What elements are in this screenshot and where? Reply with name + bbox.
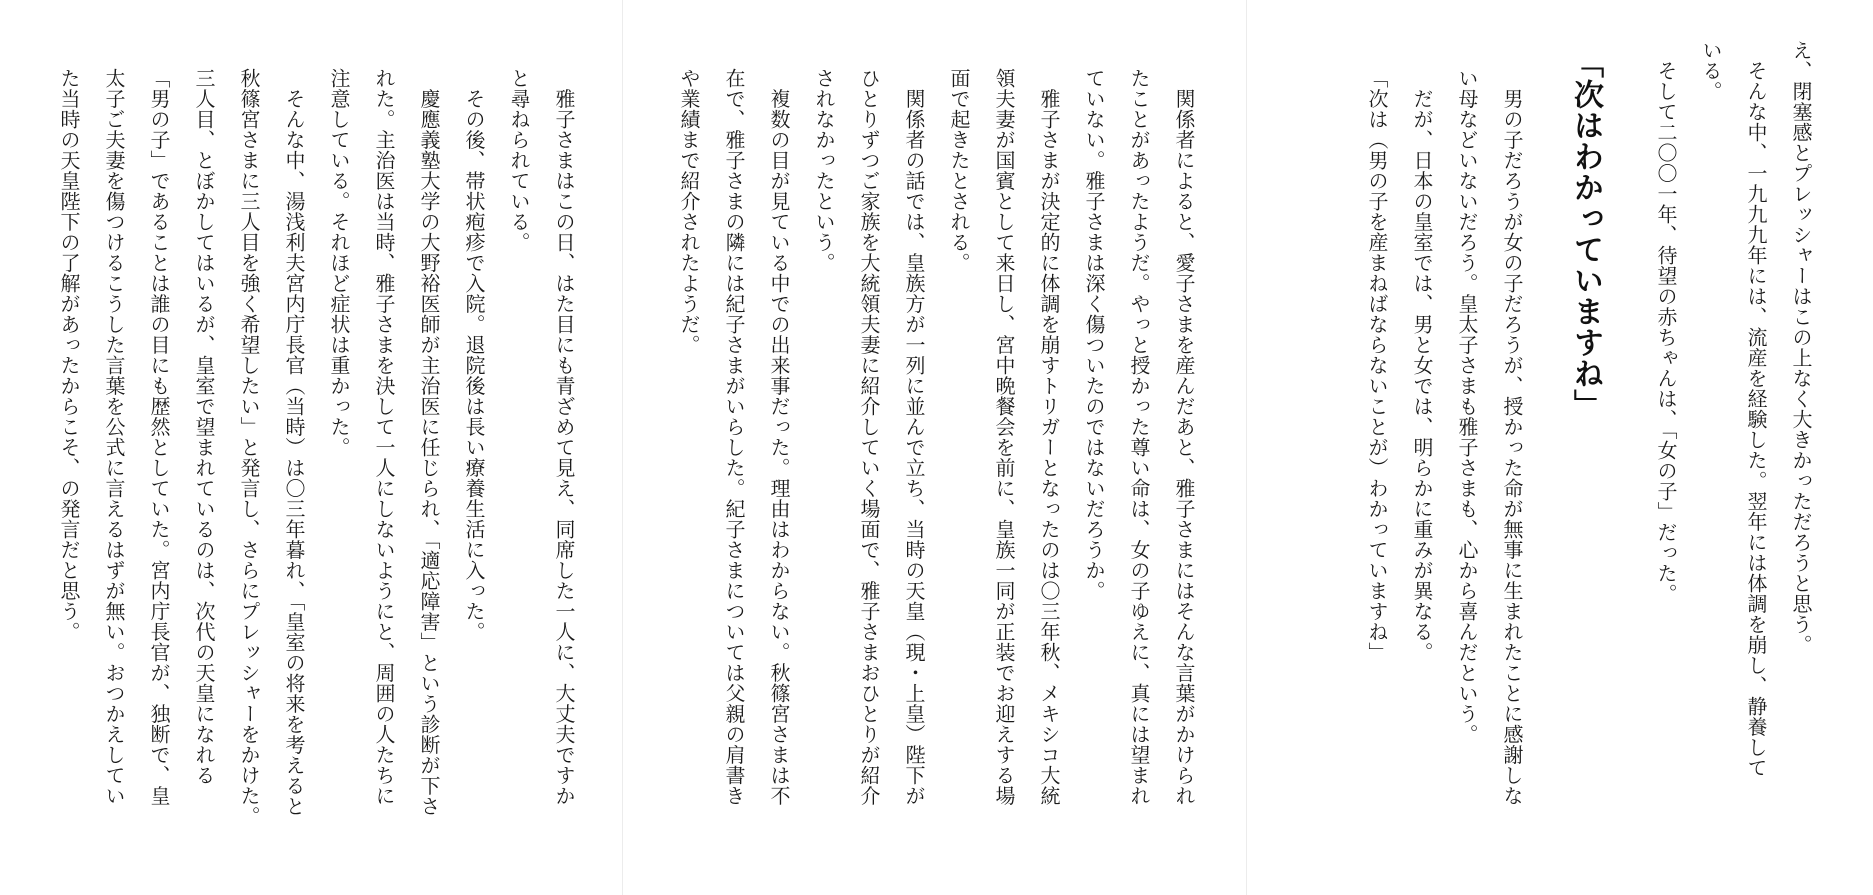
text-line: 三人目、とぼかしてはいるが、皇室で望まれているのは、次代の天皇になれる [192,68,216,786]
text-line: れた。主治医は当時、雅子さまを決して一人にしないようにと、周囲の人たちに [372,68,396,806]
text-line: や業績まで紹介されたようだ。 [677,68,701,355]
text-line: いる。 [1699,40,1723,102]
text-line: たことがあったようだ。やっと授かった尊い命は、女の子ゆえに、真には望まれ [1127,68,1151,806]
text-line: 「次は（男の子を産まねばならないことが）わかっていますね」 [1365,68,1389,663]
section-heading: 「次はわかっていますね」 [1568,48,1603,420]
text-line: た当時の天皇陛下の了解があったからこそ、の発言だと思う。 [57,68,81,642]
text-line: 雅子さまはこの日、はた目にも青ざめて見え、同席した一人に、大丈夫ですか [552,68,576,806]
text-block-left [46,68,586,827]
text-line: そんな中、湯浅利夫宮内庁長官（当時）は〇三年暮れ、「皇室の将来を考えると [282,68,306,817]
text-line: 男の子だろうが女の子だろうが、授かった命が無事に生まれたことに感謝しな [1500,68,1524,806]
text-line: と尋ねられている。 [507,68,531,253]
text-line: え、閉塞感とプレッシャーはこの上なく大きかっただろうと思う。 [1789,40,1813,655]
text-line: そんな中、一九九九年には、流産を経験した。翌年には体調を崩し、静養して [1744,40,1768,778]
page-middle [623,0,1247,895]
text-line: ひとりずつご家族を大統領夫妻に紹介していく場面で、雅子さまおひとりが紹介 [857,68,881,806]
text-line: 在で、雅子さまの隣には紀子さまがいらした。紀子さまについては父親の肩書き [722,68,746,806]
text-line: ていない。雅子さまは深く傷ついたのではないだろうか。 [1082,68,1106,601]
text-line: 注意している。それほど症状は重かった。 [327,68,351,458]
text-line: 太子ご夫妻を傷つけるこうした言葉を公式に言えるはずが無い。おつかえしてい [102,68,126,806]
text-line: 関係者によると、愛子さまを産んだあと、雅子さまにはそんな言葉がかけられ [1172,68,1196,806]
text-line: い母などいないだろう。皇太子さまも雅子さまも、心から喜んだという。 [1455,68,1479,745]
text-line: 関係者の話では、皇族方が一列に並んで立ち、当時の天皇（現・上皇）陛下が [902,68,926,806]
text-block-middle [666,68,1206,806]
text-line: 面で起きたとされる。 [947,68,971,273]
text-line: その後、帯状疱疹で入院。退院後は長い療養生活に入った。 [462,68,486,642]
text-line: 慶應義塾大学の大野裕医師が主治医に任じられ、「適応障害」という診断が下さ [417,68,441,817]
text-line: 秋篠宮さまに三人目を強く希望したい」と発言し、さらにプレッシャーをかけた。 [237,68,261,827]
text-block-right-after-heading [1354,68,1534,806]
text-block-right-before-heading [1643,40,1823,778]
text-line: 複数の目が見ている中での出来事だった。理由はわからない。秋篠宮さまは不 [767,68,791,806]
text-line: 「男の子」であることは誰の目にも歴然としていた。宮内庁長官が、独断で、皇 [147,68,171,806]
text-line: そして二〇〇一年、待望の赤ちゃんは、「女の子」だった。 [1654,40,1678,604]
page-right [1247,0,1873,895]
text-line: 雅子さまが決定的に体調を崩すトリガーとなったのは〇三年秋、メキシコ大統 [1037,68,1061,806]
text-line: 領夫妻が国賓として来日し、宮中晩餐会を前に、皇族一同が正装でお迎えする場 [992,68,1016,806]
page-left [0,0,623,895]
text-line: されなかったという。 [812,68,836,273]
text-line: だが、日本の皇室では、男と女では、明らかに重みが異なる。 [1410,68,1434,663]
